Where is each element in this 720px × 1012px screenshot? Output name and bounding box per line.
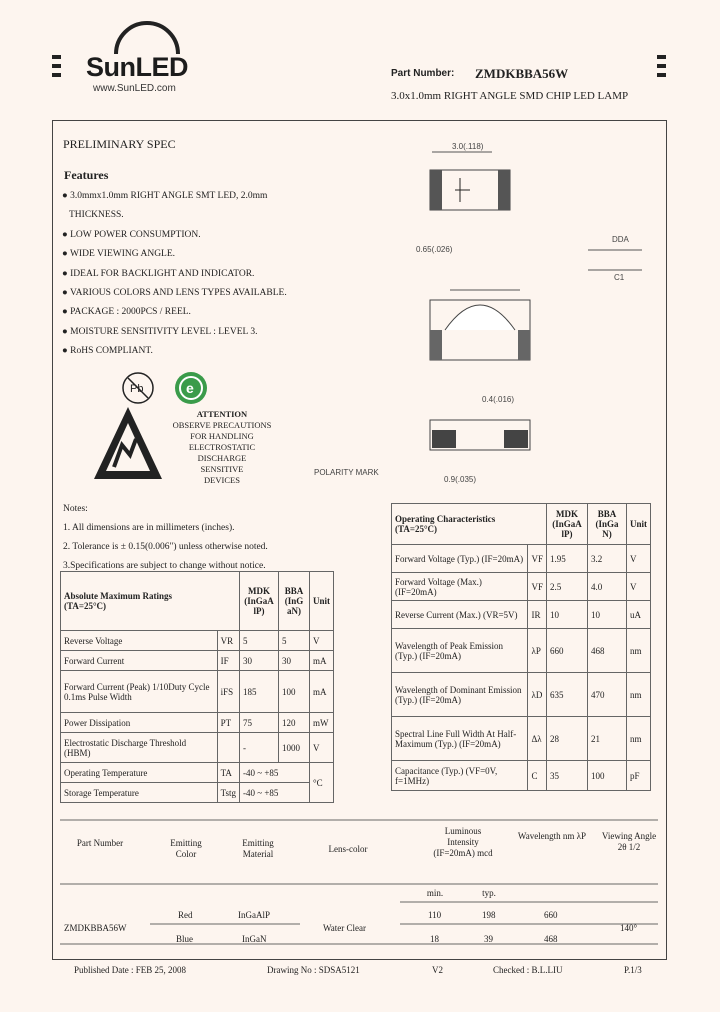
rohs-icon: [173, 370, 209, 406]
table-row: Operating Temperature TA -40 ~ +85 °C: [61, 763, 334, 783]
svg-text:DDA: DDA: [612, 235, 629, 244]
feature-item: ● LOW POWER CONSUMPTION.: [62, 229, 201, 240]
col-unit: Unit: [626, 504, 650, 545]
col-bba: BBA (InGa N): [587, 504, 626, 545]
package-drawing: [314, 130, 660, 500]
esd-warning-text: ATTENTION OBSERVE PRECAUTIONS FOR HANDLING ELECTROSTATIC DISCHARGE SENSITIVE DEVICES: [172, 409, 272, 485]
feature-item: ● RoHS COMPLIANT.: [62, 346, 153, 357]
table-row: Forward Current (Peak) 1/10Duty Cycle 0.1ms Pulse Width iFS 185 100 mA: [61, 671, 334, 713]
abs-max-header: Absolute Maximum Ratings (TA=25°C): [61, 572, 240, 631]
table-row: Reverse Current (Max.) (VR=5V) IR 10 10 uA: [392, 601, 651, 629]
svg-text:3.0(.118): 3.0(.118): [452, 142, 484, 151]
lens-color: Water Clear: [323, 923, 367, 933]
spec-title: PRELIMINARY SPEC: [63, 137, 176, 151]
op-chars-header: Operating Characteristics (TA=25°C): [392, 504, 547, 545]
table-row: Wavelength of Peak Emission (Typ.) (IF=20mA) λP 660 468 nm: [392, 629, 651, 673]
table-row: Spectral Line Full Width At Half-Maximum (Typ.) (IF=20mA) Δλ 28 21 nm: [392, 717, 651, 761]
table-row: Electrostatic Discharge Threshold (HBM) - 1000 V: [61, 733, 334, 763]
emit-color: Red: [178, 910, 193, 920]
corner-bar: [52, 64, 61, 68]
logo-sun-icon: [112, 28, 182, 54]
svg-text:e: e: [186, 380, 194, 396]
table-row: Forward Current IF 30 30 mA: [61, 651, 334, 671]
part-number-label: Part Number:: [391, 68, 455, 79]
feature-item: ● WIDE VIEWING ANGLE.: [62, 249, 176, 260]
svg-text:0.65(.026): 0.65(.026): [416, 245, 453, 254]
svg-text:0.4(.016): 0.4(.016): [482, 395, 515, 404]
features-list: [62, 189, 332, 364]
feature-item: THICKNESS.: [69, 210, 124, 221]
svg-text:Pb: Pb: [130, 383, 144, 395]
col-bba: BBA (InG aN): [278, 572, 309, 631]
lum-min: 110: [428, 910, 442, 920]
corner-bar: [657, 73, 666, 77]
feature-item: ● MOISTURE SENSITIVITY LEVEL : LEVEL 3.: [62, 326, 258, 337]
part-number-cell: ZMDKBBA56W: [64, 923, 127, 933]
wave: 660: [544, 910, 558, 920]
op-chars-table: [391, 503, 651, 791]
corner-bar: [657, 64, 666, 68]
product-subtitle: 3.0x1.0mm RIGHT ANGLE SMD CHIP LED LAMP: [391, 90, 629, 102]
lum-typ: 198: [482, 910, 496, 920]
col-mdk: MDK (InGaA lP): [239, 572, 278, 631]
feature-item: ● IDEAL FOR BACKLIGHT AND INDICATOR.: [62, 268, 255, 279]
table-row: Power Dissipation PT 75 120 mW: [61, 713, 334, 733]
svg-text:0.9(.035): 0.9(.035): [444, 475, 477, 484]
table-row: Capacitance (Typ.) (VF=0V, f=1MHz) C 35 100 pF: [392, 761, 651, 791]
table-row: Forward Voltage (Max.) (IF=20mA) VF 2.5 4.0 V: [392, 573, 651, 601]
part-number: ZMDKBBA56W: [475, 66, 569, 81]
feature-item: ● 3.0mmx1.0mm RIGHT ANGLE SMT LED, 2.0mm: [62, 191, 268, 201]
table-row: Reverse Voltage VR 5 5 V: [61, 631, 334, 651]
corner-bar: [52, 73, 61, 77]
emit-material: InGaAlP: [238, 910, 270, 920]
viewing-angle: 140°: [620, 923, 638, 933]
abs-max-table: [60, 571, 334, 803]
table-row: Storage Temperature Tstg -40 ~ +85: [61, 783, 334, 803]
emit-color: Blue: [176, 934, 193, 944]
lum-min: 18: [430, 934, 439, 944]
emit-material: InGaN: [242, 934, 267, 944]
svg-text:POLARITY MARK: POLARITY MARK: [314, 468, 379, 477]
table-row: Wavelength of Dominant Emission (Typ.) (IF=20mA) λD 635 470 nm: [392, 673, 651, 717]
company-logo: SunLED: [86, 52, 188, 82]
website-url[interactable]: www.SunLED.com: [93, 83, 176, 94]
col-mdk: MDK (InGaA lP): [546, 504, 587, 545]
feature-item: ● PACKAGE : 2000PCS / REEL.: [62, 307, 191, 318]
wave: 468: [544, 934, 558, 944]
notes: Notes: 1. All dimensions are in millimeters (inches). 2. Tolerance is ± 0.15(0.006") unless otherwise noted. 3.Specifications are subject to change without notice.: [63, 504, 268, 571]
pb-free-icon: [120, 370, 156, 406]
features-title: Features: [64, 168, 109, 182]
table-row: Forward Voltage (Typ.) (IF=20mA) VF 1.95 3.2 V: [392, 545, 651, 573]
corner-bar: [657, 55, 666, 59]
col-unit: Unit: [309, 572, 333, 631]
esd-warning-icon: [92, 405, 164, 481]
lum-typ: 39: [484, 934, 493, 944]
svg-text:C1: C1: [614, 273, 625, 282]
corner-bar: [52, 55, 61, 59]
feature-item: ● VARIOUS COLORS AND LENS TYPES AVAILABLE.: [62, 287, 287, 298]
